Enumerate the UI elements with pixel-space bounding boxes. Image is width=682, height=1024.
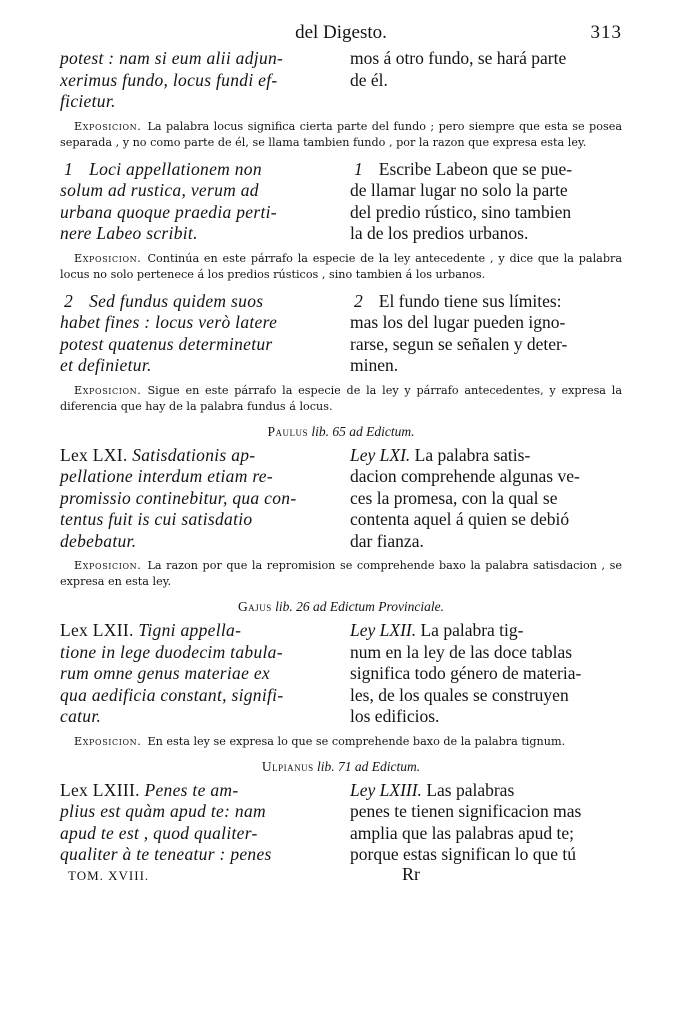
text-pair-continuation — [60, 48, 622, 113]
source-citation — [60, 598, 622, 616]
exposicion-text: La palabra locus significa cierta parte del fundo ; pero siempre que esta se posea separada , y no como parte de él, se llama tambien fundo , por la razon que expresa esta ley. — [60, 119, 622, 149]
source-citation — [60, 758, 622, 776]
spanish-line: de él. — [350, 69, 388, 90]
spanish-line: de llamar lugar no solo la parte — [350, 180, 568, 200]
exposicion — [60, 119, 622, 151]
spanish-line: amplia que las palabras apud te; — [350, 822, 575, 843]
text-pair-lex-63 — [60, 780, 622, 866]
lex-heading: Lex LXII. — [60, 620, 134, 640]
latin-column — [60, 620, 322, 728]
latin-line: habet fines : locus verò latere — [60, 312, 278, 332]
exposicion-text: En esta ley se expresa lo que se comprehende baxo de la palabra tignum. — [147, 734, 566, 748]
latin-line: potest quatenus determinetur — [60, 333, 273, 354]
spanish-line: les, de los quales se construyen — [350, 684, 569, 705]
source-author: Paulus — [267, 423, 308, 439]
running-head — [60, 22, 622, 48]
text-pair-lex-62 — [60, 620, 622, 728]
text-pair-paragraph-2 — [60, 291, 622, 377]
latin-line: urbana quoque praedia perti- — [60, 201, 277, 222]
exposicion — [60, 383, 622, 415]
spanish-line: minen. — [350, 355, 399, 375]
source-citation — [60, 423, 622, 441]
latin-line: qualiter à te teneatur : penes — [60, 844, 272, 864]
spanish-line: La palabra tig- — [420, 620, 524, 640]
spanish-column — [350, 620, 622, 728]
spanish-line: mas los del lugar pueden igno- — [350, 312, 566, 332]
source-reference: lib. 65 ad Edictum. — [311, 423, 415, 439]
latin-line: catur. — [60, 706, 102, 726]
spanish-line: ces la promesa, con la qual se — [350, 487, 558, 508]
latin-column — [60, 291, 322, 377]
spanish-line: La palabra satis- — [414, 444, 531, 465]
spanish-line: El fundo tiene sus límites: — [378, 290, 562, 311]
latin-line: Tigni appella- — [138, 620, 242, 640]
spanish-column — [350, 291, 622, 377]
page — [60, 22, 622, 888]
spanish-line: del predio rústico, sino tambien — [350, 201, 572, 222]
latin-line: potest : nam si eum alii adjun- — [60, 48, 284, 68]
latin-line: rum omne genus materiae ex — [60, 663, 270, 683]
latin-line: qua aedificia constant, signifi- — [60, 684, 284, 705]
latin-line: apud te est , quod qualiter- — [60, 822, 258, 843]
spanish-column — [350, 780, 622, 866]
paragraph-number: 2 — [354, 290, 363, 311]
spanish-line: mos á otro fundo, se hará parte — [350, 48, 567, 68]
latin-line: pellatione interdum etiam re- — [60, 466, 273, 486]
exposicion-text: Sigue en este párrafo la especie de la ley y párrafo antecedentes, y expresa la diferencia que hay de la palabra fundus á locus. — [60, 383, 622, 413]
latin-column — [60, 48, 322, 113]
running-title: del Digesto. — [295, 22, 387, 43]
exposicion-label: Exposicion. — [74, 119, 142, 133]
latin-line: Sed fundus quidem suos — [89, 290, 264, 311]
latin-line: tentus fuit is cui satisdatio — [60, 509, 253, 529]
latin-line: Satisdationis ap- — [132, 444, 256, 465]
spanish-column — [350, 159, 622, 245]
source-author: Ulpianus — [261, 758, 314, 774]
exposicion — [60, 251, 622, 283]
exposicion-text: Continúa en este párrafo la especie de la ley antecedente , y dice que la palabra locus no solo pertenece á los predios rústicos , sino tambien á los urbanos. — [60, 251, 622, 281]
exposicion-label: Exposicion. — [74, 734, 142, 748]
page-number: 313 — [590, 22, 622, 43]
latin-line: plius est quàm apud te: nam — [60, 801, 266, 821]
latin-line: et definietur. — [60, 355, 152, 375]
latin-line: solum ad rustica, verum ad — [60, 180, 259, 200]
latin-line: Loci appellationem non — [89, 158, 262, 179]
signature-mark: Rr — [402, 863, 420, 884]
latin-line: Penes te am- — [144, 779, 239, 800]
tome-label: TOM. XVIII. — [68, 867, 150, 883]
latin-line: xerimus fundo, locus fundi ef- — [60, 69, 278, 90]
spanish-line: rarse, segun se señalen y deter- — [350, 333, 568, 354]
spanish-line: la de los predios urbanos. — [350, 223, 529, 243]
latin-column — [60, 159, 322, 245]
text-pair-lex-61 — [60, 445, 622, 553]
source-reference: lib. 26 ad Edictum Provinciale. — [275, 599, 445, 614]
spanish-line: Escribe Labeon que se pue- — [378, 158, 573, 179]
ley-heading: Ley LXIII. — [350, 779, 422, 800]
spanish-column — [350, 445, 622, 553]
latin-line: nere Labeo scribit. — [60, 223, 198, 243]
exposicion-text: La razon por que la repromision se comprehende baxo la palabra satisdacion , se expresa en esta ley. — [60, 559, 622, 588]
spanish-line: porque estas significan lo que tú — [350, 844, 576, 864]
exposicion — [60, 558, 622, 590]
latin-column — [60, 445, 322, 553]
spanish-line: Las palabras — [426, 779, 515, 800]
exposicion-label: Exposicion. — [74, 559, 142, 572]
spanish-line: significa todo género de materia- — [350, 663, 582, 683]
exposicion-label: Exposicion. — [74, 251, 142, 265]
paragraph-number: 2 — [64, 290, 74, 311]
spanish-line: penes te tienen significacion mas — [350, 801, 582, 821]
latin-line: tione in lege duodecim tabula- — [60, 641, 283, 662]
exposicion-label: Exposicion. — [74, 383, 142, 397]
exposicion — [60, 734, 622, 750]
spanish-line: dar fianza. — [350, 530, 424, 551]
spanish-line: contenta aquel á quien se debió — [350, 509, 570, 529]
source-reference: lib. 71 ad Edictum. — [317, 758, 421, 774]
source-author: Gajus — [237, 599, 272, 614]
spanish-line: num en la ley de las doce tablas — [350, 641, 573, 662]
latin-line: promissio continebitur, qua con- — [60, 487, 297, 508]
ley-heading: Ley LXII. — [350, 620, 417, 640]
spanish-line: los edificios. — [350, 706, 440, 726]
latin-line: ficietur. — [60, 91, 116, 111]
latin-line: debebatur. — [60, 530, 137, 551]
latin-column — [60, 780, 322, 866]
paragraph-number: 1 — [64, 158, 74, 179]
ley-heading: Ley LXI. — [350, 444, 411, 465]
paragraph-number: 1 — [354, 158, 363, 179]
lex-heading: Lex LXI. — [60, 444, 128, 465]
text-pair-paragraph-1 — [60, 159, 622, 245]
spanish-column — [350, 48, 622, 113]
lex-heading: Lex LXIII. — [60, 779, 140, 800]
spanish-line: dacion comprehende algunas ve- — [350, 466, 580, 486]
page-footer — [60, 863, 622, 888]
